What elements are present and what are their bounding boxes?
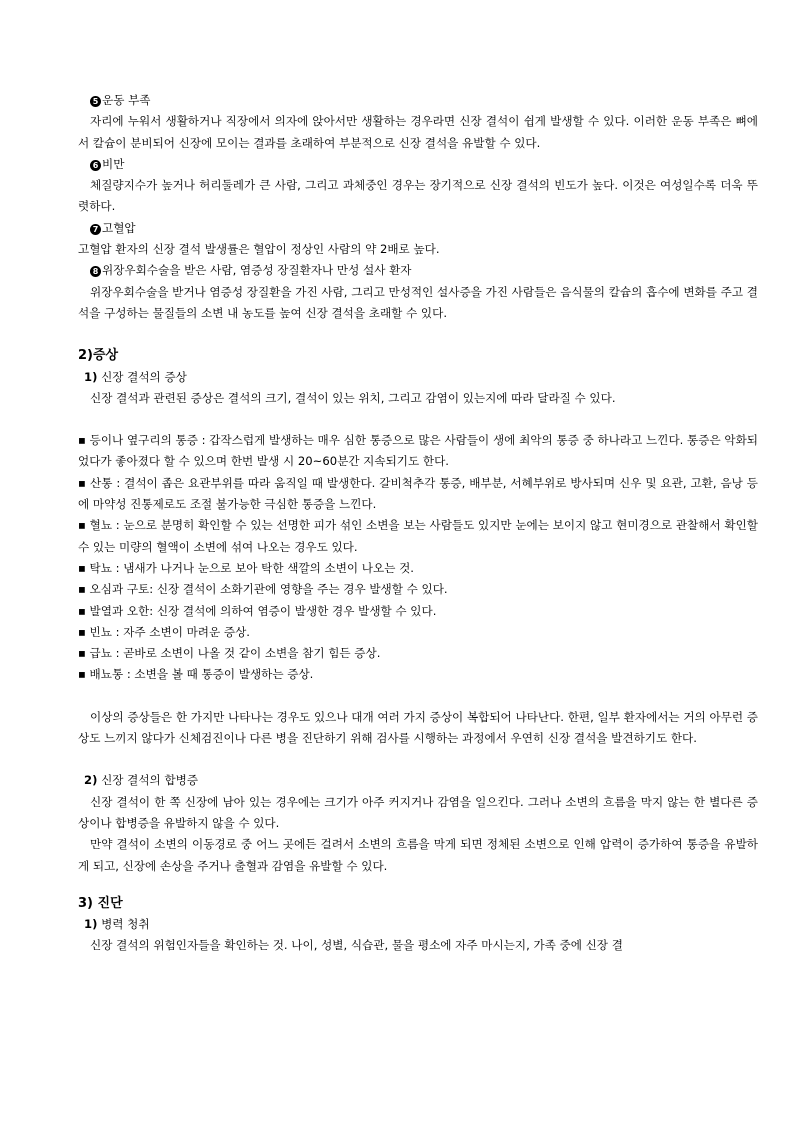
symptom-bullet: ▪ 오심과 구토: 신장 결석이 소화기관에 영향을 주는 경우 발생할 수 있다. xyxy=(78,582,448,597)
subsection-heading: 1) 병력 청취 xyxy=(84,917,150,932)
diagnosis-body: 신장 결석의 위험인자들을 확인하는 것. 나이, 성별, 식습관, 물을 평소에 자주 마시는지, 가족 중에 신장 결 xyxy=(90,938,623,953)
subsection-heading: 2) 신장 결석의 합병증 xyxy=(84,773,199,788)
cause-heading: 6 비만 xyxy=(78,154,758,175)
cause-heading: 8 위장우회수술을 받은 사람, 염증성 장질환자나 만성 설사 환자 xyxy=(78,260,758,281)
circled-number: 7 xyxy=(90,224,101,235)
symptoms-intro: 신장 결석과 관련된 증상은 결석의 크기, 결석이 있는 위치, 그리고 감염이 있는지에 따라 달라질 수 있다. xyxy=(90,390,616,405)
cause-body: 위장우회수술을 받거나 염증성 장질환을 가진 사람, 그리고 만성적인 설사증을 가진 사람들은 음식물의 칼슘의 흡수에 변화를 주고 결석을 구성하는 물질들의 소변 내 농도를 높여 신장 결석을 초래할 수 있다. xyxy=(78,284,758,320)
cause-body: 고혈압 환자의 신장 결석 발생률은 혈압이 정상인 사람의 약 2배로 높다. xyxy=(78,242,440,257)
cause-heading: 5 운동 부족 xyxy=(78,90,758,111)
subsection-heading: 1) 신장 결석의 증상 xyxy=(84,369,187,384)
cause-body: 자리에 누워서 생활하거나 직장에서 의자에 앉아서만 생활하는 경우라면 신장 결석이 쉽게 발생할 수 있다. 이러한 운동 부족은 뼈에서 칼슘이 분비되어 신장에 모이는 결과를 초래하여 부분적으로 신장 결석을 유발할 수 있다. xyxy=(78,114,758,150)
complication-paragraph: 만약 결석이 소변의 이동경로 중 어느 곳에든 걸려서 소변의 흐름을 막게 되면 정체된 소변으로 인해 압력이 증가하여 통증을 유발하게 되고, 신장에 손상을 주거나 출혈과 감염을 유발할 수 있다. xyxy=(78,837,758,873)
symptom-bullet: ▪ 급뇨 : 곧바로 소변이 나올 것 같이 소변을 참기 힘든 증상. xyxy=(78,646,381,661)
symptom-bullet: ▪ 빈뇨 : 자주 소변이 마려운 증상. xyxy=(78,624,250,639)
symptom-bullet: ▪ 배뇨통 : 소변을 볼 때 통증이 발생하는 증상. xyxy=(78,667,314,682)
symptom-bullet: ▪ 산통 : 결석이 좁은 요관부위를 따라 움직일 때 발생한다. 갈비척추각 통증, 배부분, 서혜부위로 방사되며 신우 및 요관, 고환, 음낭 등에 마약성 진통제로도 조절 불가능한 극심한 통증을 느낀다. xyxy=(78,475,758,512)
symptom-bullet: ▪ 탁뇨 : 냄새가 나거나 눈으로 보아 탁한 색깔의 소변이 나오는 것. xyxy=(78,560,414,575)
cause-heading: 7 고혈압 xyxy=(78,218,758,239)
symptom-bullet: ▪ 발열과 오한: 신장 결석에 의하여 염증이 발생한 경우 발생할 수 있다. xyxy=(78,603,437,618)
subsection-number: 1 xyxy=(84,369,93,384)
subsection-number: 2 xyxy=(84,773,93,788)
section-heading-symptoms: 2)증상 xyxy=(78,348,119,364)
subsection-number: 1 xyxy=(84,917,93,932)
circled-number: 6 xyxy=(90,160,101,171)
symptoms-summary: 이상의 증상들은 한 가지만 나타나는 경우도 있으나 대개 여러 가지 증상이 복합되어 나타난다. 한편, 일부 환자에서는 거의 아무런 증상도 느끼지 않다가 신체검진이나 다른 병을 진단하기 위해 검사를 시행하는 과정에서 우연히 신장 결석을 발견하기도 한다. xyxy=(78,709,758,746)
complication-paragraph: 신장 결석이 한 쪽 신장에 남아 있는 경우에는 크기가 아주 커지거나 감염을 일으킨다. 그러나 소변의 흐름을 막지 않는 한 별다른 증상이나 합병증을 유발하지 않을 수 있다. xyxy=(78,794,758,830)
document-page xyxy=(78,90,758,957)
circled-number: 8 xyxy=(90,266,101,277)
section-heading-diagnosis: 3) 진단 xyxy=(78,895,123,911)
symptom-bullet: ▪ 등이나 옆구리의 통증 : 갑작스럽게 발생하는 매우 심한 통증으로 많은 사람들이 생에 최악의 통증 중 하나라고 느낀다. 통증은 악화되었다가 좋아졌다 할 수 있으며 한번 발생 시 20~60분간 지속되기도 한다. xyxy=(78,433,758,469)
circled-number: 5 xyxy=(90,96,101,107)
cause-body: 체질량지수가 높거나 허리둘레가 큰 사람, 그리고 과체중인 경우는 장기적으로 신장 결석의 빈도가 높다. 이것은 여성일수록 더욱 뚜렷하다. xyxy=(78,178,758,214)
symptom-bullet: ▪ 혈뇨 : 눈으로 분명히 확인할 수 있는 선명한 피가 섞인 소변을 보는 사람들도 있지만 눈에는 보이지 않고 현미경으로 관찰해서 확인할 수 있는 미량의 혈액이 소변에 섞여 나오는 경우도 있다. xyxy=(78,518,758,554)
